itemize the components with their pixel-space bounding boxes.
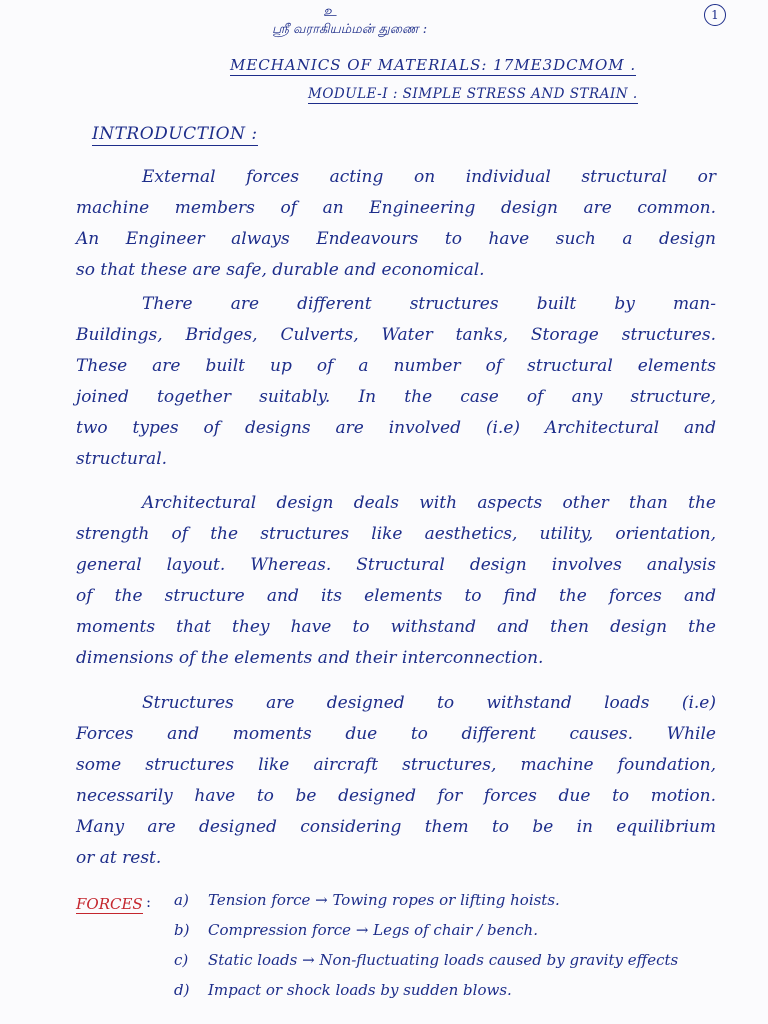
text-line: structural. bbox=[76, 449, 168, 469]
text-line: moments that they have to withstand and then design the bbox=[76, 617, 716, 637]
text-line: Buildings, Bridges, Culverts, Water tanks, Storage structures. bbox=[76, 325, 716, 345]
list-item bbox=[174, 945, 764, 975]
text-line: dimensions of the elements and their interconnection. bbox=[76, 648, 544, 668]
text-line: There are different structures built by man- bbox=[142, 294, 716, 314]
paragraph-loads bbox=[76, 688, 716, 874]
forces-colon: : bbox=[146, 893, 152, 911]
text-line: joined together suitably. In the case of any structure, bbox=[76, 387, 716, 407]
text-line: These are built up of a number of structural elements bbox=[76, 356, 716, 376]
text-line: necessarily have to be designed for forces due to motion. bbox=[76, 786, 716, 806]
text-line: general layout. Whereas. Structural design involves analysis bbox=[76, 555, 716, 575]
list-item bbox=[174, 975, 764, 1005]
list-item bbox=[174, 915, 764, 945]
paragraph-external-forces bbox=[76, 162, 716, 286]
forces-heading: FORCES bbox=[76, 895, 143, 913]
list-item-text: Impact or shock loads by sudden blows. bbox=[208, 981, 512, 999]
paragraph-architectural-design bbox=[76, 488, 716, 674]
text-line: two types of designs are involved (i.e) Architectural and bbox=[76, 418, 716, 438]
page-number: 1 bbox=[704, 4, 726, 26]
text-line: An Engineer always Endeavours to have such a design bbox=[76, 229, 716, 249]
paragraph-structures bbox=[76, 289, 716, 475]
text-line: machine members of an Engineering design are common. bbox=[76, 198, 716, 218]
tamil-invocation-line: ஸ்ரீ வராகியம்மன் துணை : bbox=[272, 22, 428, 37]
text-line: of the structure and its elements to find the forces and bbox=[76, 586, 716, 606]
text-line: Architectural design deals with aspects other than the bbox=[142, 493, 716, 513]
text-line: some structures like aircraft structures, machine foundation, bbox=[76, 755, 716, 775]
list-item-text: Compression force → Legs of chair / bench. bbox=[208, 921, 538, 939]
tamil-invocation-mark: உ bbox=[323, 2, 337, 20]
list-marker: a) bbox=[174, 891, 189, 909]
section-heading: INTRODUCTION : bbox=[92, 124, 258, 144]
forces-list bbox=[174, 885, 764, 1005]
list-marker: d) bbox=[174, 981, 190, 999]
text-line: External forces acting on individual structural or bbox=[142, 167, 716, 187]
text-line: strength of the structures like aesthetics, utility, orientation, bbox=[76, 524, 716, 544]
list-marker: c) bbox=[174, 951, 189, 969]
text-line: or at rest. bbox=[76, 848, 162, 868]
course-title: MECHANICS OF MATERIALS: 17ME3DCMOM . bbox=[230, 56, 637, 74]
module-title: MODULE-I : SIMPLE STRESS AND STRAIN . bbox=[308, 86, 638, 102]
text-line: Many are designed considering them to be in equilibrium bbox=[76, 817, 716, 837]
text-line: Structures are designed to withstand loads (i.e) bbox=[142, 693, 716, 713]
list-item-text: Tension force → Towing ropes or lifting hoists. bbox=[208, 891, 560, 909]
list-item bbox=[174, 885, 764, 915]
text-line: so that these are safe, durable and economical. bbox=[76, 260, 485, 280]
list-item-text: Static loads → Non-fluctuating loads caused by gravity effects bbox=[208, 951, 679, 969]
text-line: Forces and moments due to different causes. While bbox=[76, 724, 716, 744]
list-marker: b) bbox=[174, 921, 190, 939]
